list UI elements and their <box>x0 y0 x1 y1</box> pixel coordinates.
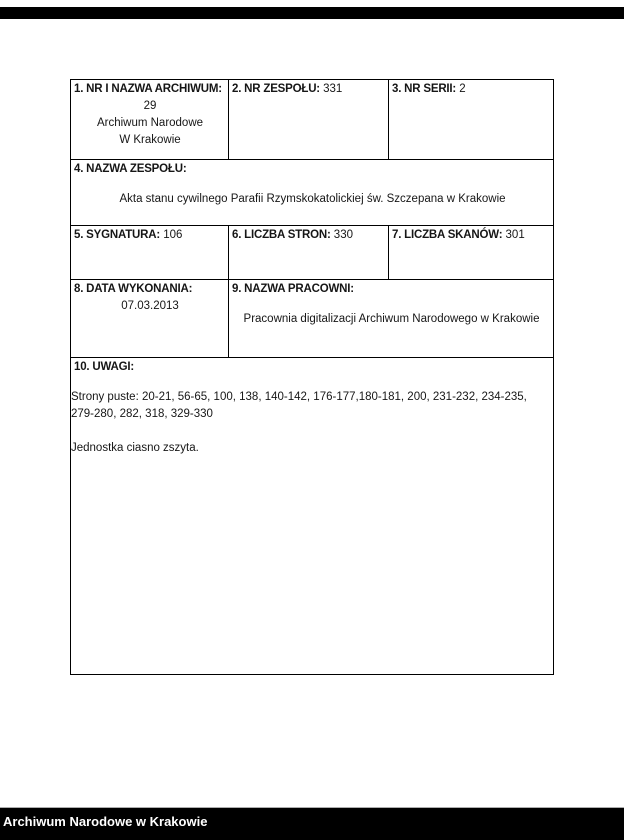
field-label: 3. NR SERII: <box>392 83 457 95</box>
uwagi-empty-pages <box>71 389 551 423</box>
field-value: 106 <box>163 229 183 241</box>
field-liczba-skanow <box>389 226 554 280</box>
row-execution <box>71 280 554 358</box>
field-label: 9. NAZWA PRACOWNI: <box>232 283 354 295</box>
field-value: 331 <box>323 83 343 95</box>
field-value: 301 <box>505 229 525 241</box>
field-uwagi <box>71 358 554 675</box>
field-nr-serii <box>389 80 554 160</box>
footer-archive-name: Archiwum Narodowe w Krakowie <box>3 814 208 829</box>
field-value: Akta stanu cywilnego Parafii Rzymskokatolickiej św. Szczepana w Krakowie <box>119 193 506 205</box>
metadata-form-table <box>70 79 554 675</box>
field-value: Pracownia digitalizacji Archiwum Narodowego w Krakowie <box>243 313 540 325</box>
field-label: 10. UWAGI: <box>74 361 134 373</box>
field-nazwa-zespolu <box>71 160 554 226</box>
field-liczba-stron <box>229 226 389 280</box>
row-uwagi <box>71 358 554 675</box>
field-label: 8. DATA WYKONANIA: <box>74 283 193 295</box>
field-sygnatura <box>71 226 229 280</box>
field-label: 2. NR ZESPOŁU: <box>232 83 320 95</box>
top-scan-bar <box>0 7 624 19</box>
field-label: 6. LICZBA STRON: <box>232 229 331 241</box>
field-label: 5. SYGNATURA: <box>74 229 160 241</box>
field-label: 1. NR I NAZWA ARCHIWUM: <box>74 83 222 95</box>
uwagi-line: Strony puste: 20-21, 56-65, 100, 138, 140-142, 176-177,180-181, 200, 231-232, 234-235, <box>71 391 527 403</box>
field-nr-zespolu <box>229 80 389 160</box>
archive-name-line: Archiwum Narodowe <box>96 117 204 129</box>
archive-city-line: W Krakowie <box>119 134 181 146</box>
field-value: 2 <box>459 83 466 95</box>
field-label: 4. NAZWA ZESPOŁU: <box>74 163 187 175</box>
field-nr-i-nazwa-archiwum <box>71 80 229 160</box>
field-label: 7. LICZBA SKANÓW: <box>392 229 503 241</box>
uwagi-note: Jednostka ciasno zszyta. <box>71 442 199 454</box>
footer-bar <box>0 807 624 840</box>
field-data-wykonania <box>71 280 229 358</box>
field-value: 330 <box>333 229 353 241</box>
archive-number-line: 29 <box>143 100 157 112</box>
field-nazwa-pracowni <box>229 280 554 358</box>
row-archive-numbers <box>71 80 554 160</box>
row-nazwa-zespolu <box>71 160 554 226</box>
uwagi-line: 279-280, 282, 318, 329-330 <box>71 408 213 420</box>
row-signature-counts <box>71 226 554 280</box>
field-value: 07.03.2013 <box>121 300 179 312</box>
